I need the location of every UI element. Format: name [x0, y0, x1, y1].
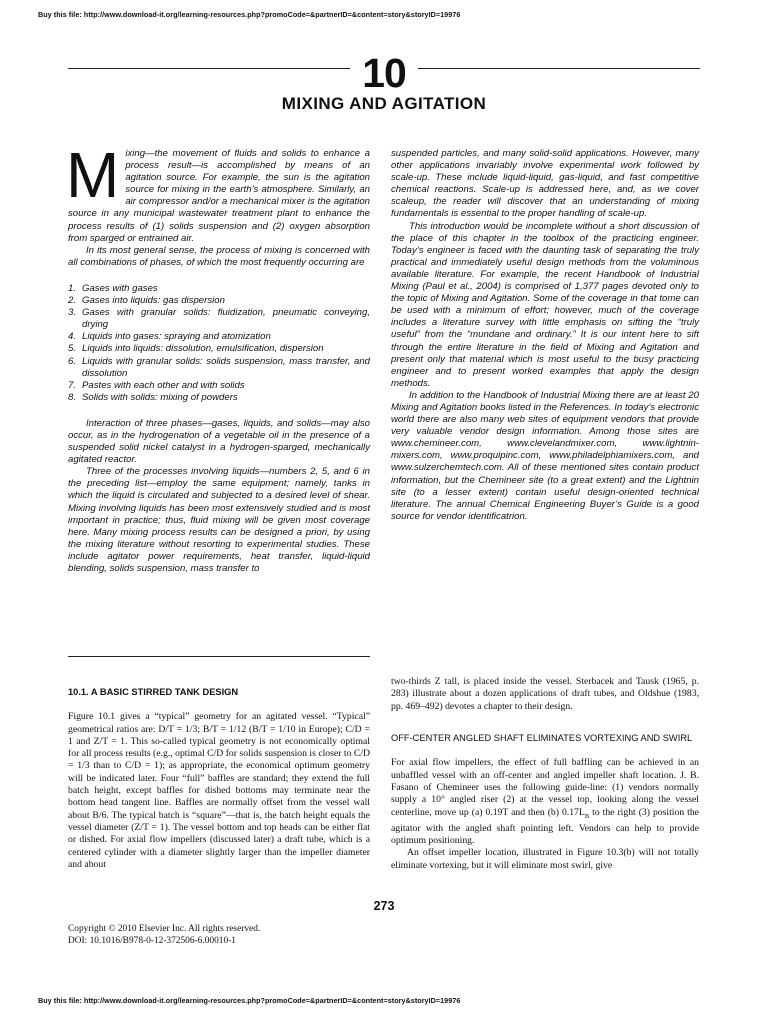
section-heading: 10.1. A BASIC STIRRED TANK DESIGN [68, 687, 239, 697]
section-paragraph-1: Figure 10.1 gives a “typical” geometry for an agitated vessel. “Typical” geometrical ratios are: D/T = 1/3; B/T = 1/12 (B/T = 1/10 in Europe); C/D = 1 and Z/T = 1. This so-called typical geometry is not economically optimal for all process results (e.g., optimal C/D for solids suspension is closer to C/D = 1/3 than to C/D = 1); as appropriate, the economical optimum geometry will be indicated later. Four “full” baffles are standard; they extend the full batch height, except baffles for dished bottoms may terminate near the bottom head tangent line. Baffles are normally offset from the vessel wall about B/6. The typical batch is “square”—that is, the batch height equals the vessel diameter (Z/T = 1). The vessel bottom and top heads can be either flat or dished. For axial flow impellers (discussed later) a draft tube, which is a centered cylinder with a diameter slightly larger than the impeller diameter and about [68, 711, 370, 870]
download-banner-bottom[interactable]: Buy this file: http://www.download-it.org/learning-resources.php?promoCode=&partnerID=&content=story&storyID=19976 [38, 996, 461, 1005]
list-item: 2. Gases into liquids: gas dispersion [68, 295, 225, 307]
list-item: 1. Gases with gases [68, 282, 158, 294]
list-item: 4. Liquids into gases: spraying and atomization [68, 331, 271, 343]
list-item: 7. Pastes with each other and with solids [68, 379, 245, 391]
intro-paragraph-7: In addition to the Handbook of Industrial Mixing there are at least 20 Mixing and Agitation books listed in the References. In today’s electronic world there are also many web sites of equipment vendors that provide very valuable vendor design information. Among those sites are www.chemineer.com, www.clevelandmixer.com, www.lightnin-mixers.com, www.proquipinc.com, www.philadelphiamixers.com, and www.sulzerchemtech.com. All of these mentioned sites contain product information, but the Chemineer site (to a great extent) and the Lightnin site (to a lesser extent) contain useful design-oriented technical literature. The annual Chemical Engineering Buyer’s Guide is a good source for vendor identificatrion. [391, 389, 699, 522]
intro-paragraph-6: This introduction would be incomplete without a short discussion of the place of this chapter in the toolbox of the practicing engineer. Today’s engineer is faced with the daunting task of separating the truly practical and immediately useful design methods from the voluminous available literature. For example, the recent Handbook of Industrial Mixing (Paul et al., 2004) is comprised of 1,377 pages devoted only to the topic of Mixing and Agitation. Some of the coverage in that tome can be used with a minimum of effort; however, much of the coverage includes a literature survey with little emphasis on sifting the “truly useful” from the “mundane and ordinary.” It is our intent here to sift through the entire literature in the field of Mixing and Agitation and present only that material which is most useful to the busy practicing engineer and to present worked examples that apply the design methods. [391, 220, 699, 389]
copyright-block [68, 923, 260, 947]
mixing-phase-list [68, 283, 370, 404]
section-paragraph-4: An offset impeller location, illustrated in Figure 10.3(b) will not totally eliminate vortexing, but it will eliminate most swirl, give [391, 847, 699, 871]
section-right-column [391, 676, 699, 872]
intro-left-column [66, 139, 370, 575]
intro-paragraph-2: In its most general sense, the process of mixing is concerned with all combinations of phases, of which the most frequently occurring are [68, 244, 370, 268]
list-item: 8. Solids with solids: mixing of powders [68, 391, 238, 403]
doi-text: DOI: 10.1016/B978-0-12-372506-6.00010-1 [68, 936, 236, 946]
chapter-rule-right [418, 68, 700, 69]
list-item: 3. Gases with granular solids: fluidization, pneumatic conveying, drying [68, 307, 370, 331]
intro-paragraph-5: suspended particles, and many solid-solid applications. However, many other applications invariably involve experimental work followed by scale-up. These include liquid-liquid, gas-liquid, and fast competitive chemical reactions. Scale-up is addressed here, and, as we cover scaleup, the reader will discover that an understanding of mixing fundamentals is essential to the proper handling of scale-up. [391, 148, 699, 220]
section-divider [68, 656, 370, 657]
intro-paragraph-1: Mixing—the movement of fluids and solids to enhance a process result—is accomplished by means of an agitation source. For example, the sun is the agitation source for mixing in the earth’s atmosphere. Similarly, an air compressor and/or a mechanical mixer is the agitation source in any municipal wastewater treatment plant to enhance the process results of (1) solids suspension and (2) oxygen absorption from sparged or entrained air. [66, 139, 370, 244]
chapter-number: 10 [362, 50, 406, 96]
intro-right-column [391, 148, 699, 523]
list-item: 6. Liquids with granular solids: solids suspension, mass transfer, and dissolution [68, 355, 370, 379]
chapter-rule-left [68, 68, 350, 69]
section-left-column [68, 686, 370, 871]
intro-paragraph-3: Interaction of three phases—gases, liquids, and solids—may also occur, as in the hydrogenation of a vegetable oil in the presence of a suspended solid nickel catalyst in a hydrogen-sparged, mechanically agitated reactor. [68, 417, 370, 466]
section-paragraph-2: two-thirds Z tall, is placed inside the vessel. Sterbacek and Tausk (1965, p. 283) illustrate about a dozen applications of draft tubes, and Oldshue (1983, pp. 469–492) devotes a chapter to their design. [391, 676, 699, 712]
page-number: 273 [373, 899, 395, 913]
section-paragraph-3: For axial flow impellers, the effect of full baffling can be achieved in an unbaffled vessel with an off-center and angled impeller shaft location. J. B. Fasano of Chemineer uses the following guide-line: (1) vendors normally supply a 10° angled riser (2) at the vessel top, looking along the vessel centerline, move up (a) 0.19T and then (b) $0.17L_B$ to the right (3) position the agitator with the angled shaft pointing left. Vendors can help to provide optimum positioning. [391, 757, 699, 847]
download-banner-top[interactable]: Buy this file: http://www.download-it.org/learning-resources.php?promoCode=&partnerID=&content=story&storyID=19976 [38, 10, 461, 19]
list-item: 5. Liquids into liquids: dissolution, emulsification, dispersion [68, 343, 324, 355]
subsection-heading: OFF-CENTER ANGLED SHAFT ELIMINATES VORTEXING AND SWIRL [391, 732, 693, 743]
drop-cap: M [66, 139, 120, 211]
intro-paragraph-4: Three of the processes involving liquids—numbers 2, 5, and 6 in the preceding list—employ the same equipment; namely, tanks in which the liquid is circulated and subjected to a desired level of shear. Mixing involving liquids has been most extensively studied and is most important in practice; thus, fluid mixing will be given most coverage here. Many mixing process results can be designed a priori, by using the mixing literature without resorting to experimental studies. These include agitator power requirements, heat transfer, liquid-liquid blending, solids suspension, mass transfer to [68, 466, 370, 574]
copyright-text: Copyright © 2010 Elsevier Inc. All rights reserved. [68, 924, 261, 934]
chapter-title: MIXING AND AGITATION [281, 94, 487, 113]
